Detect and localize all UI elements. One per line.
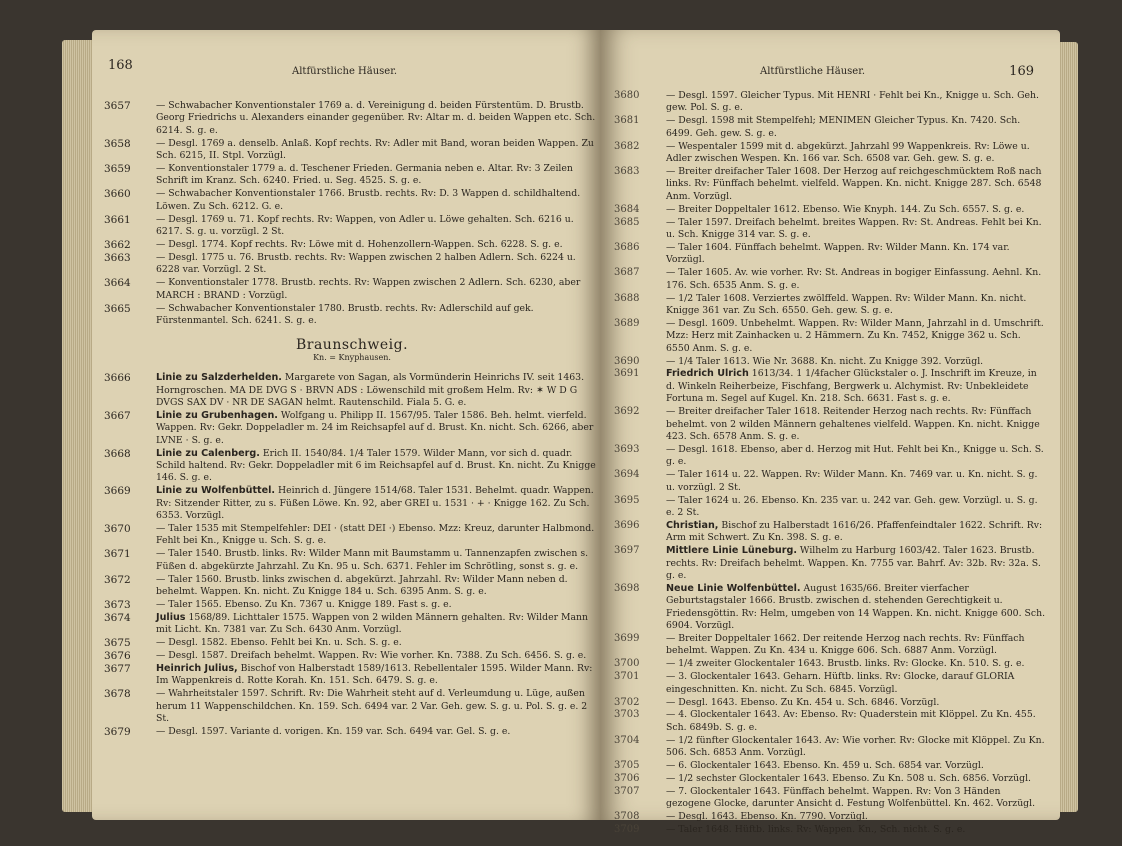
catalog-entry <box>614 217 1046 242</box>
catalog-entry <box>614 356 1046 368</box>
catalog-entry <box>104 448 600 485</box>
right-page <box>600 30 1060 836</box>
entry-text: 1613/34. 1 1/4facher Glückstaler o. J. Inschrift im Kreuze, in d. Winkeln Reiherbeize, Fischfang, Bergwerk u. Alchymist. Rv: Unbekleidete Fortuna m. Segel auf Kugel. Kn. 218. Sch. 6631. Fast s. g. e. <box>666 368 1037 405</box>
entry-number: 3676 <box>104 650 131 663</box>
entry-number: 3693 <box>614 443 640 455</box>
catalog-entry <box>614 469 1046 494</box>
entry-number: 3692 <box>614 406 640 418</box>
entry-heading: Linie zu Wolfenbüttel. <box>156 485 276 497</box>
page-number-left: 168 <box>108 58 133 73</box>
entry-number: 3698 <box>614 582 640 594</box>
entry-text: Margarete von Sagan, als Vormünderin Heinrichs IV. seit 1463. Horngroschen. MA DE DVG S · BRVN ADS : Löwenschild mit großem Helm. Rv: ✶ W D G DVGS SAX DV · NR DE SAGAN helmt. Rautenschild. Fiala 5. G. e. <box>156 372 585 408</box>
catalog-entry <box>104 599 600 611</box>
entry-number: 3657 <box>104 100 131 112</box>
entry-number: 3671 <box>104 548 131 561</box>
entry-text: — 3. Glockentaler 1643. Geharn. Hüftb. links. Rv: Glocke, darauf GLORIA eingeschnitten. Kn. nicht. Zu Sch. 6845. Vorzügl. <box>666 671 1015 695</box>
catalog-entry <box>614 709 1046 734</box>
catalog-entry <box>614 267 1046 292</box>
entry-text: Wilhelm zu Harburg 1603/42. Taler 1623. Brustb. rechts. Rv: Dreifach behelmt. Wappen. Kn. 7755 var. Bahrf. Av: 32b. Rv: 32a. S. g. e. <box>666 545 1041 581</box>
entry-number: 3661 <box>104 213 131 226</box>
entry-heading: Linie zu Salzderhelden. <box>156 372 282 384</box>
entry-text: — Taler 1565. Ebenso. Zu Kn. 7367 u. Knigge 189. Fast s. g. e. <box>156 598 452 610</box>
entry-text: — Konventionstaler 1779 a. d. Teschener Frieden. Germania neben e. Altar. Rv: 3 Zeilen Schrift im Kranz. Sch. 6240. Fried. u. Seg. 4525. S. g. e. <box>156 163 573 187</box>
entry-number: 3690 <box>614 355 640 367</box>
entry-text: — 1/4 zweiter Glockentaler 1643. Brustb. links. Rv: Glocke. Kn. 510. S. g. e. <box>666 658 1025 670</box>
entry-number: 3679 <box>104 726 131 738</box>
entry-text: — Taler 1614 u. 22. Wappen. Rv: Wilder Mann. Kn. 7469 var. u. Kn. nicht. S. g. u. vorzügl. 2 St. <box>666 469 1038 493</box>
entry-text: Bischof von Halberstadt 1589/1613. Rebellentaler 1595. Wilder Mann. Rv: Im Wappenkreis d. Rotte Korah. Kn. 151. Sch. 6479. S. g. e. <box>156 662 593 687</box>
entry-number: 3697 <box>614 545 640 557</box>
catalog-entry <box>104 252 600 277</box>
entry-text: — 1/2 Taler 1608. Verziertes zwölffeld. Wappen. Rv: Wilder Mann. Kn. nicht. Knigge 361 var. Zu Sch. 6550. Geh. gew. S. g. e. <box>666 292 1027 316</box>
catalog-entry <box>104 637 600 649</box>
entries-block-b <box>104 372 600 738</box>
entry-number: 3668 <box>104 447 131 460</box>
catalog-entry <box>104 100 600 137</box>
entry-number: 3669 <box>104 485 131 498</box>
entry-text: — Schwabacher Konventionstaler 1780. Brustb. rechts. Rv: Adlerschild auf gek. Fürstenmantel. Sch. 6241. S. g. e. <box>156 302 534 326</box>
entry-number: 3687 <box>614 267 640 279</box>
entry-number: 3702 <box>614 696 640 708</box>
entry-text: — Taler 1535 mit Stempelfehler: DEI · (statt DEI ·) Ebenso. Mzz: Kreuz, darunter Halbmond. Fehlt bei Kn., Knigge u. Sch. S. g. e. <box>156 523 595 547</box>
catalog-entry <box>614 115 1046 140</box>
entry-number: 3689 <box>614 317 640 329</box>
entry-text: — 4. Glockentaler 1643. Av: Ebenso. Rv: Quaderstein mit Klöppel. Zu Kn. 455. Sch. 6849b. S. g. e. <box>666 709 1036 733</box>
catalog-entry <box>614 293 1046 318</box>
entry-text: — Taler 1605. Av. wie vorher. Rv: St. Andreas in bogiger Einfassung. Aehnl. Kn. 176. Sch. 6535 Anm. S. g. e. <box>666 267 1042 291</box>
entry-text: — Desgl. 1582. Ebenso. Fehlt bei Kn. u. Sch. S. g. e. <box>156 637 402 649</box>
entry-heading: Neue Linie Wolfenbüttel. <box>666 582 801 594</box>
running-title-right: Altfürstliche Häuser. <box>760 66 866 77</box>
entry-number: 3670 <box>104 523 131 535</box>
entry-text: — Taler 1540. Brustb. links. Rv: Wilder Mann mit Baumstamm u. Tannenzapfen zwischen s. Füßen d. abgekürzte Jahrzahl. Zu Kn. 95 u. Sch. 6371. Fehler im Schrötling, sonst s. g. e. <box>156 548 589 572</box>
entry-number: 3691 <box>614 368 640 380</box>
entry-text: — Desgl. 1775 u. 76. Brustb. rechts. Rv: Wappen zwischen 2 halben Adlern. Sch. 6224 u. 6228 var. Vorzügl. 2 St. <box>156 251 576 276</box>
catalog-entry <box>104 650 600 662</box>
catalog-entry <box>614 204 1046 216</box>
entry-text: — Wespentaler 1599 mit d. abgekürzt. Jahrzahl 99 Wappenkreis. Rv: Löwe u. Adler zwischen Wespen. Kn. 166 var. Sch. 6508 var. Geh. gew. S. g. e. <box>666 140 1030 165</box>
catalog-entry <box>104 410 600 447</box>
right-page-edges <box>1058 42 1078 812</box>
entry-number: 3681 <box>614 115 640 127</box>
entry-number: 3688 <box>614 292 640 304</box>
left-column <box>104 100 600 739</box>
entry-number: 3699 <box>614 632 640 644</box>
entry-text: — Breiter dreifacher Taler 1608. Der Herzog auf reichgeschmücktem Roß nach links. Rv: Fünffach behelmt. vielfeld. Wappen. Kn. nicht. Knigge 287. Sch. 6548 Anm. Vorzügl. <box>666 165 1042 202</box>
entry-number: 3695 <box>614 494 640 506</box>
catalog-entry <box>104 523 600 548</box>
entry-number: 3696 <box>614 519 640 531</box>
entry-text: — Desgl. 1774. Kopf rechts. Rv: Löwe mit d. Hohenzollern-Wappen. Sch. 6228. S. g. e. <box>156 238 563 250</box>
catalog-entry <box>104 612 600 637</box>
entry-number: 3686 <box>614 241 640 253</box>
entry-heading: Christian, <box>666 519 719 531</box>
entry-text: Bischof zu Halberstadt 1616/26. Pfaffenfeindtaler 1622. Schrift. Rv: Arm mit Schwert. Zu Kn. 398. S. g. e. <box>666 519 1043 544</box>
section-heading: Braunschweig. <box>295 337 409 354</box>
entry-number: 3701 <box>614 671 640 683</box>
catalog-entry <box>104 548 600 573</box>
entry-text: — Breiter Doppeltaler 1612. Ebenso. Wie Knyph. 144. Zu Sch. 6557. S. g. e. <box>666 203 1025 215</box>
entry-number: 3685 <box>614 216 640 228</box>
left-page <box>92 30 600 820</box>
catalog-entry <box>614 583 1046 633</box>
catalog-entry <box>104 663 600 688</box>
catalog-entry <box>614 495 1046 520</box>
entry-number: 3675 <box>104 637 131 650</box>
running-title-left: Altfürstliche Häuser. <box>292 66 398 77</box>
entry-text: — Schwabacher Konventionstaler 1766. Brustb. rechts. Rv: D. 3 Wappen d. schildhaltend. Löwen. Zu Sch. 6212. G. e. <box>156 188 581 212</box>
entries-block-a <box>104 100 600 327</box>
entry-number: 3672 <box>104 573 131 586</box>
catalog-entry <box>614 545 1046 582</box>
entry-text: Wolfgang u. Philipp II. 1567/95. Taler 1586. Beh. helmt. vierfeld. Wappen. Rv: Gekr. Doppeladler m. 24 im Reichsapfel auf d. Brust. Kn. nicht. Sch. 6266, aber LVNE · S. g. e. <box>156 409 594 446</box>
catalog-entry <box>104 303 600 328</box>
catalog-entry <box>614 633 1046 658</box>
entry-number: 3704 <box>614 734 640 746</box>
entry-heading: Julius <box>156 611 186 623</box>
catalog-entry <box>104 163 600 188</box>
entry-number: 3677 <box>104 662 131 675</box>
entry-text: August 1635/66. Breiter vierfacher Geburtstagstaler 1666. Brustb. zwischen d. stehenden Gerechtigkeit u. Friedensgöttin. Rv: Helm, umgeben von 14 Wappen. Kn. nicht. Knigge 600. Sch. 6904. Vorzügl. <box>666 582 1046 632</box>
entry-text: — Desgl. 1597. Gleicher Typus. Mit HENRI · Fehlt bei Kn., Knigge u. Sch. Geh. gew. Pol. S. g. e. <box>666 90 1039 114</box>
catalog-entry <box>614 811 1046 823</box>
catalog-entry <box>614 166 1046 203</box>
entry-number: 3664 <box>104 277 131 290</box>
entry-number: 3678 <box>104 688 131 701</box>
entry-number: 3703 <box>614 709 640 721</box>
entry-text: — Taler 1560. Brustb. links zwischen d. abgekürzt. Jahrzahl. Rv: Wilder Mann neben d. behelmt. Wappen. Kn. nicht. Zu Knigge 184 u. Sch. 6395 Anm. S. g. e. <box>156 573 568 598</box>
entry-text: — 6. Glockentaler 1643. Ebenso. Kn. 459 u. Sch. 6854 var. Vorzügl. <box>666 760 984 772</box>
entry-text: — Taler 1604. Fünffach behelmt. Wappen. Rv: Wilder Mann. Kn. 174 var. Vorzügl. <box>666 241 1010 266</box>
entry-text: 1568/89. Lichttaler 1575. Wappen von 2 wilden Männern gehalten. Rv: Wilder Mann mit Licht. Kn. 7381 var. Zu Sch. 6430 Anm. Vorzügl. <box>156 611 589 636</box>
entry-number: 3680 <box>614 90 640 101</box>
catalog-entry <box>614 697 1046 709</box>
page-number-right: 169 <box>1009 64 1034 79</box>
entry-heading: Friedrich Ulrich <box>666 368 749 380</box>
entry-text: Erich II. 1540/84. 1/4 Taler 1579. Wilder Mann, vor sich d. quadr. Schild haltend. Rv: Gekr. Doppeladler mit 6 im Reichsapfel auf d. Brust. Kn. nicht. Zu Knigge 146. S. g. e. <box>156 447 596 484</box>
entry-number: 3684 <box>614 203 640 215</box>
entry-text: — Desgl. 1618. Ebenso, aber d. Herzog mit Hut. Fehlt bei Kn., Knigge u. Sch. S. g. e. <box>666 443 1044 468</box>
catalog-entry <box>614 444 1046 469</box>
entry-number: 3674 <box>104 611 131 624</box>
catalog-entry <box>614 760 1046 772</box>
catalog-entry <box>104 277 600 302</box>
entry-text: — Desgl. 1587. Dreifach behelmt. Wappen. Rv: Wie vorher. Kn. 7388. Zu Sch. 6456. S. g. e. <box>156 650 587 662</box>
catalog-entry <box>614 368 1046 405</box>
entry-text: — Schwabacher Konventionstaler 1769 a. d. Vereinigung d. beiden Fürstentüm. D. Brustb. Georg Friedrichs u. Alexanders einander gegenüber. Rv: Altar m. d. beiden Wappen etc. Sch. 6214. S. g. e. <box>156 100 596 136</box>
entry-text: — Wahrheitstaler 1597. Schrift. Rv: Die Wahrheit steht auf d. Verleumdung u. Lüge, außen herum 11 Wappenschildchen. Kn. 159. Sch. 6494 var. 2 Var. Geh. gew. S. g. u. Pol. S. g. e. 2 St. <box>156 688 588 725</box>
entry-number: 3708 <box>614 811 640 823</box>
entry-text: — Taler 1624 u. 26. Ebenso. Kn. 235 var. u. 242 var. Geh. gew. Vorzügl. u. S. g. e. 2 St. <box>666 494 1038 518</box>
catalog-entry <box>614 824 1046 836</box>
catalog-entry <box>614 786 1046 811</box>
catalog-entry <box>104 239 600 251</box>
entry-number: 3682 <box>614 140 640 152</box>
entry-text: — 1/2 sechster Glockentaler 1643. Ebenso. Zu Kn. 508 u. Sch. 6856. Vorzügl. <box>666 772 1031 784</box>
catalog-entry <box>104 372 600 409</box>
catalog-entry <box>614 520 1046 545</box>
entry-text: — 1/2 fünfter Glockentaler 1643. Av: Wie vorher. Rv: Glocke mit Klöppel. Zu Kn. 506. Sch. 6853 Anm. Vorzügl. <box>666 734 1045 759</box>
entry-number: 3694 <box>614 469 640 481</box>
catalog-entry <box>104 138 600 163</box>
entry-number: 3658 <box>104 137 131 150</box>
entry-text: — Breiter Doppeltaler 1662. Der reitende Herzog nach rechts. Rv: Fünffach behelmt. Wappen. Zu Kn. 434 u. Knigge 606. Sch. 6887 Anm. Vorzügl. <box>666 632 1025 657</box>
entry-text: — 7. Glockentaler 1643. Fünffach behelmt. Wappen. Rv: Von 3 Händen gezogene Glocke, darunter Ansicht d. Festung Wolfenbüttel. Kn. 462. Vorzügl. <box>666 785 1036 810</box>
entry-number: 3662 <box>104 238 131 251</box>
entry-number: 3666 <box>104 372 131 385</box>
catalog-entry <box>104 726 600 738</box>
entry-number: 3673 <box>104 598 131 611</box>
catalog-entry <box>614 773 1046 785</box>
catalog-entry <box>614 318 1046 355</box>
catalog-entry <box>614 90 1046 115</box>
entry-number: 3665 <box>104 302 131 315</box>
entry-number: 3663 <box>104 251 131 264</box>
entry-number: 3667 <box>104 409 131 422</box>
entry-heading: Linie zu Grubenhagen. <box>156 409 278 421</box>
section-subheading: Kn. = Knyphausen. <box>313 352 391 362</box>
entry-text: — Konventionstaler 1778. Brustb. rechts. Rv: Wappen zwischen 2 Adlern. Sch. 6230, aber MARCH : BRAND : Vorzügl. <box>156 277 581 301</box>
left-page-edges <box>62 40 94 812</box>
entry-text: — Desgl. 1609. Unbehelmt. Wappen. Rv: Wilder Mann, Jahrzahl in d. Umschrift. Mzz: Herz mit Zainhacken u. 2 Hämmern. Zu Kn. 7452, Knigge 362 u. Sch. 6550 Anm. S. g. e. <box>666 317 1044 354</box>
entry-heading: Heinrich Julius, <box>156 662 238 674</box>
entry-text: — 1/4 Taler 1613. Wie Nr. 3688. Kn. nicht. Zu Knigge 392. Vorzügl. <box>666 355 984 367</box>
catalog-entry <box>104 214 600 239</box>
entry-heading: Mittlere Linie Lüneburg. <box>666 545 797 557</box>
entry-text: — Desgl. 1769 u. 71. Kopf rechts. Rv: Wappen, von Adler u. Löwe gehalten. Sch. 6216 u. 6217. S. g. u. vorzügl. 2 St. <box>156 213 574 238</box>
entry-text: — Breiter dreifacher Taler 1618. Reitender Herzog nach rechts. Rv: Fünffach behelmt. von 2 wilden Männern gehaltenes vielfeld. Wappen. Kn. nicht. Knigge 423. Sch. 6578 Anm. S. g. e. <box>666 406 1040 442</box>
entry-number: 3660 <box>104 188 131 201</box>
entry-number: 3683 <box>614 165 640 177</box>
entry-text: — Desgl. 1769 a. denselb. Anlaß. Kopf rechts. Rv: Adler mit Band, woran beiden Wappen. Zu Sch. 6215, II. Stpl. Vorzügl. <box>156 137 594 162</box>
entry-number: 3700 <box>614 658 640 670</box>
entry-text: — Taler 1597. Dreifach behelmt. breites Wappen. Rv: St. Andreas. Fehlt bei Kn. u. Sch. Knigge 314 var. S. g. e. <box>666 216 1042 240</box>
catalog-entry <box>614 658 1046 670</box>
right-column <box>614 90 1046 837</box>
entry-text: — Desgl. 1643. Ebenso. Zu Kn. 454 u. Sch. 6846. Vorzügl. <box>666 696 940 708</box>
entry-text: — Desgl. 1597. Variante d. vorigen. Kn. 159 var. Sch. 6494 var. Gel. S. g. e. <box>156 726 511 737</box>
entry-number: 3705 <box>614 760 640 772</box>
entry-heading: Linie zu Calenberg. <box>156 447 260 459</box>
entries-block-right <box>614 90 1046 836</box>
catalog-entry <box>104 688 600 725</box>
entry-number: 3659 <box>104 163 131 176</box>
catalog-entry <box>614 141 1046 166</box>
entry-text: Heinrich d. Jüngere 1514/68. Taler 1531. Behelmt. quadr. Wappen. Rv: Sitzender Ritter, zu s. Füßen Löwe. Kn. 92, aber GREI u. 1531 · + · Knigge 162. Zu Sch. 6353. Vorzügl. <box>156 485 594 522</box>
entry-number: 3706 <box>614 772 640 784</box>
catalog-entry <box>104 485 600 522</box>
catalog-entry <box>614 735 1046 760</box>
catalog-entry <box>104 188 600 213</box>
catalog-entry <box>104 574 600 599</box>
entry-text: — Taler 1648. Hüftb. links. Rv: Wappen. Kn., Sch. nicht. S. g. e. <box>666 824 966 836</box>
catalog-entry <box>614 242 1046 267</box>
entry-text: — Desgl. 1643. Ebenso. Kn. 7790. Vorzügl. <box>666 811 868 823</box>
catalog-entry <box>614 671 1046 696</box>
entry-text: — Desgl. 1598 mit Stempelfehl; MENIMEN Gleicher Typus. Kn. 7420. Sch. 6499. Geh. gew. S. g. e. <box>666 115 1021 139</box>
entry-number: 3709 <box>614 824 640 836</box>
entry-number: 3707 <box>614 785 640 797</box>
catalog-entry <box>614 406 1046 443</box>
